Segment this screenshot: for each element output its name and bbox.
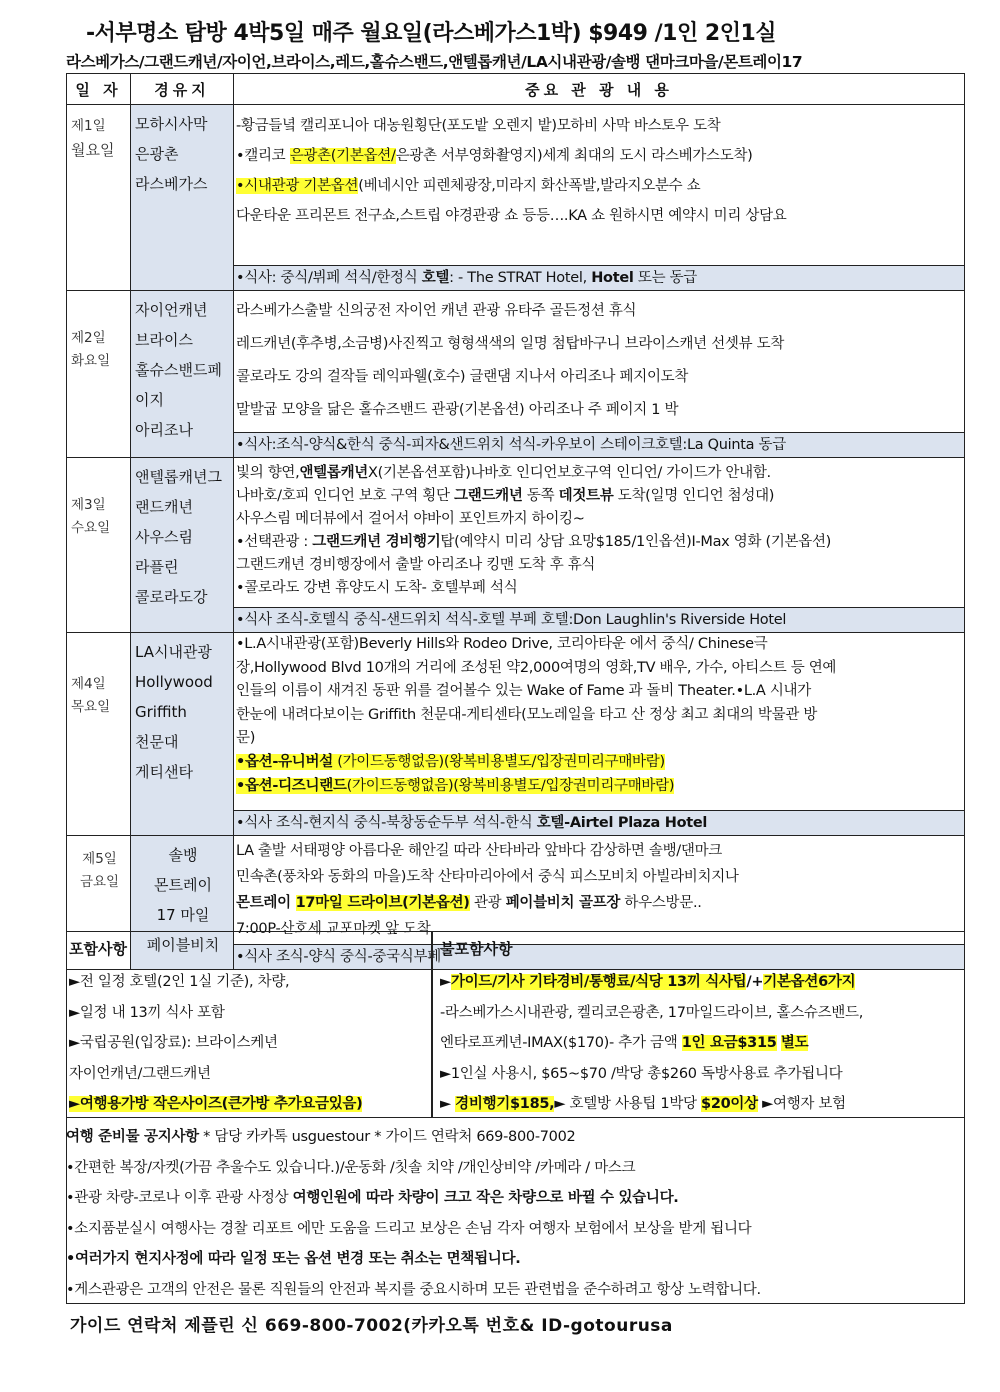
- text-segment: 별도: [780, 1035, 809, 1051]
- day-weekday: 수요일: [71, 519, 111, 536]
- text-segment: (가이드동행없음)(왕복비용별도/입장권미리구매바람): [346, 777, 675, 794]
- itinerary-line: [236, 657, 964, 681]
- route-city: 브라이스: [135, 331, 193, 349]
- text-segment: 콜로라도 강의 걸작들 레익파웰(호수) 글랜댐 지나서 아리조나 페지이도착: [236, 369, 689, 385]
- itinerary-line: [236, 462, 964, 485]
- text-segment: 사우스림 메더뷰에서 걸어서 야바이 포인트까지 하이킹~: [236, 511, 585, 527]
- table-row: [67, 105, 965, 291]
- day-number: 제5일: [82, 851, 117, 867]
- text-segment: 한눈에 내려다보이는 Griffith 천문대-게티센타(모노레일을 타고 산 정상 최고 최대의 박물관 방: [236, 706, 818, 723]
- text-segment: LA 출발 서태평양 아름다운 해안길 따라 산타바라 앞바다 감상하면 솔뱅/댄마크: [236, 843, 723, 859]
- route-city: 앤텔롭캐년그랜드캐년: [135, 468, 222, 516]
- text-segment: 다운타운 프리몬트 전구쇼,스트립 야경관광 쇼 등등….KA 쇼 원하시면 예약시 미리 상담요: [236, 208, 787, 224]
- text-segment: 은광촌(기본옵션/: [289, 148, 396, 164]
- text-segment: 호텔: [421, 270, 450, 286]
- route-cell: [131, 291, 234, 458]
- text-segment: ►: [440, 1096, 456, 1112]
- text-segment: 말발굽 모양을 닮은 홀슈즈밴드 관광(기본옵션) 아리조나 주 페이지 1 박: [236, 402, 679, 418]
- itinerary-line: [236, 704, 964, 728]
- route-city: Griffith: [135, 703, 187, 721]
- text-segment: •옵션-디즈니랜드: [236, 777, 347, 794]
- itinerary-line: [236, 328, 964, 361]
- meal-hotel-line: [234, 607, 964, 632]
- text-segment: 탑(예약시 미리 상담 요망$185/1인옵션)I-Max 영화 (기본옵션): [440, 534, 832, 550]
- excluded-box: [431, 931, 965, 1118]
- text-segment: 또는 동급: [633, 270, 697, 286]
- day-cell: [67, 458, 131, 633]
- meal-hotel-line: [234, 432, 964, 457]
- notice-line: [66, 1247, 520, 1268]
- notice-line: [66, 1278, 761, 1299]
- day-cell: [67, 105, 131, 291]
- table-row: [67, 633, 965, 836]
- day-weekday: 월요일: [71, 140, 115, 159]
- text-segment: 빛의 향연,: [236, 465, 300, 481]
- text-segment: •콜로라도 강변 휴양도시 도착- 호텔부페 석식: [236, 580, 518, 596]
- route-city: Hollywood: [135, 673, 213, 691]
- route-city: 솔뱅: [168, 846, 198, 864]
- route-city: 자이언캐년: [135, 301, 208, 319]
- page-title: -서부명소 탐방 4박5일 매주 월요일(라스베가스1박) $949 /1인 2인1실: [86, 21, 777, 46]
- route-city: 게티샌타: [135, 763, 193, 781]
- route-city: 라스베가스: [135, 175, 208, 193]
- route-city: 은광촌: [135, 145, 179, 163]
- text-segment: 데젓트뷰: [558, 488, 614, 504]
- text-segment: •선택관광 :: [236, 534, 313, 550]
- day-number: 제4일: [71, 676, 106, 692]
- text-segment: 민속촌(풍차와 동화의 마을)도착 산타마리아에서 중식 피스모비치 아빌라비치지나: [236, 869, 739, 885]
- text-segment: ►1인실 사용시, $65~$70 /박당 총$260 독방사용료 추가됩니다: [440, 1065, 843, 1082]
- itinerary-line: [236, 508, 964, 531]
- text-segment: •식사 조식-양식 중식-중국식부페: [236, 949, 441, 965]
- list-item: [440, 1001, 863, 1022]
- content-cell: [234, 291, 965, 458]
- list-item: [440, 1031, 808, 1052]
- itinerary-line: [236, 775, 964, 799]
- content-cell: [234, 633, 965, 836]
- list-item: [69, 1062, 211, 1083]
- text-segment: •관광 차량-코로나 이후 관광 사정상: [66, 1190, 293, 1206]
- route-city: 사우스림: [135, 528, 193, 546]
- footer-contact: 가이드 연락처 제플린 신 669-800-7002(카카오톡 번호& ID-gotourusa: [70, 1316, 673, 1336]
- text-segment: •캘리코: [236, 148, 290, 164]
- notice-line: [66, 1186, 679, 1207]
- list-item: [440, 970, 855, 991]
- itinerary-table: [66, 73, 965, 970]
- text-segment: ►전 일정 호텔(2인 1실 기준), 차량,: [69, 974, 290, 990]
- text-segment: 페이블비치 골프장: [505, 895, 621, 911]
- route-city: 아리조나: [135, 421, 193, 439]
- text-segment: Hotel: [591, 270, 634, 286]
- text-segment: 17마일 드라이브(기본옵션): [295, 895, 470, 911]
- route-city: 몬트레이: [154, 876, 212, 894]
- list-item: [69, 970, 289, 991]
- text-segment: •식사:조식-양식&한식 중식-피자&샌드위치 석식-카우보이 스테이크호텔:La Quinta 동급: [236, 437, 786, 453]
- text-segment: 자이언캐년/그랜드캐년: [69, 1065, 211, 1082]
- list-item: [440, 1092, 846, 1113]
- route-city: 천문대: [135, 733, 179, 751]
- table-header-row: [67, 74, 965, 105]
- excluded-title: 불포함사항: [440, 940, 513, 958]
- route-city: 라플린: [135, 558, 179, 576]
- list-item: [69, 1031, 278, 1052]
- text-segment: 경비행기$185,: [455, 1096, 555, 1112]
- itinerary-line: [236, 141, 964, 171]
- text-segment: * 담당 카카톡 usguestour * 가이드 연락처 669-800-7002: [198, 1129, 576, 1145]
- table-row: [67, 458, 965, 633]
- day-number: 제1일: [71, 118, 106, 134]
- text-segment: 인들의 이름이 새겨진 동판 위를 걸어볼수 있는 Wake of Fame 과 돌비 Theater.•L.A 시내가: [236, 683, 811, 700]
- day-number: 제2일: [71, 330, 106, 346]
- text-segment: 기본옵션6가지: [763, 974, 856, 990]
- itinerary-line: [236, 171, 964, 201]
- itinerary-line: [236, 361, 964, 394]
- list-item: [69, 1092, 362, 1113]
- itinerary-line: [236, 680, 964, 704]
- route-city: 홀슈스밴드페이지: [135, 361, 222, 409]
- text-segment: (가이드동행없음)(왕복비용별도/입장권미리구매바람): [332, 753, 665, 770]
- text-segment: X(기본옵션포함)나바호 인디언보호구역 인디언/ 가이드가 안내함.: [368, 465, 771, 481]
- text-segment: ►일정 내 13끼 식사 포함: [69, 1004, 225, 1021]
- header-day: 일 자: [67, 74, 131, 105]
- text-segment: 도착(일명 인디언 첨성대): [613, 488, 775, 504]
- text-segment: 나바호/호피 인디언 보호 구역 횡단: [236, 488, 455, 504]
- route-cell: [131, 633, 234, 836]
- header-content: 중요 관 광 내 용: [234, 74, 965, 105]
- text-segment: 장,Hollywood Blvd 10개의 거리에 조성된 약2,000여명의 영화,TV 배우, 가수, 아티스트 등 연예: [236, 659, 837, 676]
- text-segment: ►여행용가방 작은사이즈(큰가방 추가요금있음): [69, 1096, 363, 1112]
- text-segment: •간편한 복장/자켓(가끔 추울수도 있습니다.)/운동화 /칫솔 치약 /개인상비약 /카메라 / 마스크: [66, 1159, 636, 1176]
- text-segment: •옵션-유니버설: [236, 753, 333, 770]
- text-segment: 몬트레이: [236, 895, 296, 911]
- day-number: 제3일: [71, 497, 106, 513]
- meal-hotel-line: [234, 810, 964, 835]
- text-segment: -황금들녘 캘리포니아 대농원횡단(포도밭 오렌지 밭)모하비 사막 바스토우 도착: [236, 118, 721, 134]
- text-segment: 하우스방문..: [620, 895, 702, 911]
- itinerary-line: [236, 751, 964, 775]
- text-segment: •소지품분실시 여행사는 경찰 리포트 에만 도움을 드리고 보상은 손님 각자 여행자 보험에서 보상을 받게 됩니다: [66, 1220, 752, 1237]
- text-segment: 여행인원에 따라 차량이 크고 작은 차량으로 바뀔 수 있습니다.: [292, 1190, 679, 1206]
- text-segment: ►: [440, 974, 451, 990]
- text-segment: ► 호텔방 사용팁 1박당: [554, 1096, 702, 1112]
- notice-line: [66, 1217, 751, 1238]
- list-item: [69, 1001, 225, 1022]
- table-row: [67, 291, 965, 458]
- text-segment: 호텔-Airtel Plaza Hotel: [536, 815, 708, 831]
- itinerary-line: [236, 531, 964, 554]
- itinerary-line: [236, 577, 964, 600]
- notice-line: [66, 1125, 575, 1146]
- route-city: 모하시사막: [135, 115, 208, 133]
- day-weekday: 금요일: [79, 873, 120, 890]
- text-segment: 그랜드캐년 경비행기: [312, 534, 441, 550]
- route-city: 콜로라도강: [135, 588, 208, 606]
- route-city: 페이블비치: [146, 936, 220, 954]
- itinerary-line: [236, 727, 964, 751]
- route-city: 17 마일: [156, 906, 210, 924]
- text-segment: 여행 준비물 공지사항: [66, 1129, 199, 1145]
- text-segment: 그랜드캐년 경비행장에서 출발 아리조나 킹맨 도착 후 휴식: [236, 557, 596, 573]
- text-segment: 은광촌 서부영화촬영지)세계 최대의 도시 라스베가스도착): [395, 148, 753, 164]
- itinerary-line: [236, 864, 964, 890]
- text-segment: •식사 조식-호텔식 중식-샌드위치 석식-호텔 부페 호텔:Don Laughlin's Riverside Hotel: [236, 612, 787, 628]
- text-segment: 관광: [469, 895, 506, 911]
- day-cell: [67, 633, 131, 836]
- text-segment: 가이드/기사 기타경비/통행료/식당 13끼 식사팁: [450, 974, 747, 990]
- text-segment: 1인 요금$315: [681, 1035, 777, 1051]
- header-route: 경유지: [131, 74, 234, 105]
- text-segment: (베네시안 피렌체광장,미라지 화산폭발,발라지오분수 쇼: [358, 178, 701, 194]
- text-segment: •식사 조식-현지식 중식-북창동순두부 석식-한식: [236, 815, 537, 831]
- route-cell: [131, 105, 234, 291]
- itinerary-line: [236, 485, 964, 508]
- text-segment: •시내관광 기본옵션: [236, 178, 359, 194]
- text-segment: ►국립공원(입장료): 브라이스케년: [69, 1035, 278, 1051]
- itinerary-line: [236, 295, 964, 328]
- text-segment: 7:00P-산호세 교포마켓 앞 도착: [236, 921, 431, 937]
- text-segment: 동쪽: [522, 488, 559, 504]
- text-segment: 그랜드캐년: [454, 488, 523, 504]
- notice-line: [66, 1156, 635, 1177]
- text-segment: 라스베가스출발 신의궁전 자이언 캐년 관광 유타주 골든정션 휴식: [236, 303, 637, 319]
- text-segment: 문): [236, 730, 256, 747]
- text-segment: •식사: 중식/뷔페 석식/한정식: [236, 270, 422, 286]
- route-cell: [131, 458, 234, 633]
- page-subtitle: 라스베가스/그랜드캐년/자이언,브라이스,레드,홀슈스밴드,앤텔롭캐년/LA시내관광/솔뱅 댄마크마을/몬트레이17: [66, 53, 803, 71]
- itinerary-line: [236, 554, 964, 577]
- day-weekday: 목요일: [71, 698, 111, 715]
- itinerary-line: [236, 890, 964, 916]
- text-segment: /+: [746, 974, 764, 990]
- itinerary-line: [236, 394, 964, 427]
- meal-hotel-line: [234, 265, 964, 290]
- itinerary-line: [236, 201, 964, 231]
- text-segment: •게스관광은 고객의 안전은 물론 직원들의 안전과 복지를 중요시하며 모든 관련법을 준수하려고 항상 노력합니다.: [66, 1281, 761, 1298]
- content-cell: [234, 458, 965, 633]
- text-segment: ►여행자 보험: [757, 1096, 846, 1112]
- text-segment: 레드캐년(후추병,소금병)사진찍고 형형색색의 일명 첨탑바구니 브라이스캐년 선셋뷰 도착: [236, 336, 785, 352]
- text-segment: : - The STRAT Hotel,: [449, 270, 592, 286]
- route-city: LA시내관광: [135, 643, 212, 661]
- itinerary-line: [236, 111, 964, 141]
- list-item: [440, 1062, 842, 1083]
- text-segment: 앤텔롭캐년: [299, 465, 368, 481]
- day-cell: [67, 291, 131, 458]
- text-segment: $20이상: [701, 1096, 758, 1112]
- content-cell: [234, 105, 965, 291]
- text-segment: •여러가지 현지사정에 따라 일정 또는 옵션 변경 또는 취소는 면책됩니다.: [66, 1251, 521, 1267]
- text-segment: -라스베가스시내관광, 켈리코은광촌, 17마일드라이브, 홀스슈즈밴드,: [440, 1004, 864, 1021]
- text-segment: •L.A시내관광(포함)Beverly Hills와 Rodeo Drive, 코리아타운 에서 중식/ Chinese극: [236, 636, 768, 652]
- text-segment: 엔타로프케년-IMAX($170)- 추가 금액: [440, 1035, 682, 1051]
- itinerary-line: [236, 838, 964, 864]
- included-box: [66, 931, 433, 1118]
- included-title: 포함사항: [69, 940, 127, 958]
- day-weekday: 화요일: [71, 352, 111, 369]
- itinerary-line: [236, 633, 964, 657]
